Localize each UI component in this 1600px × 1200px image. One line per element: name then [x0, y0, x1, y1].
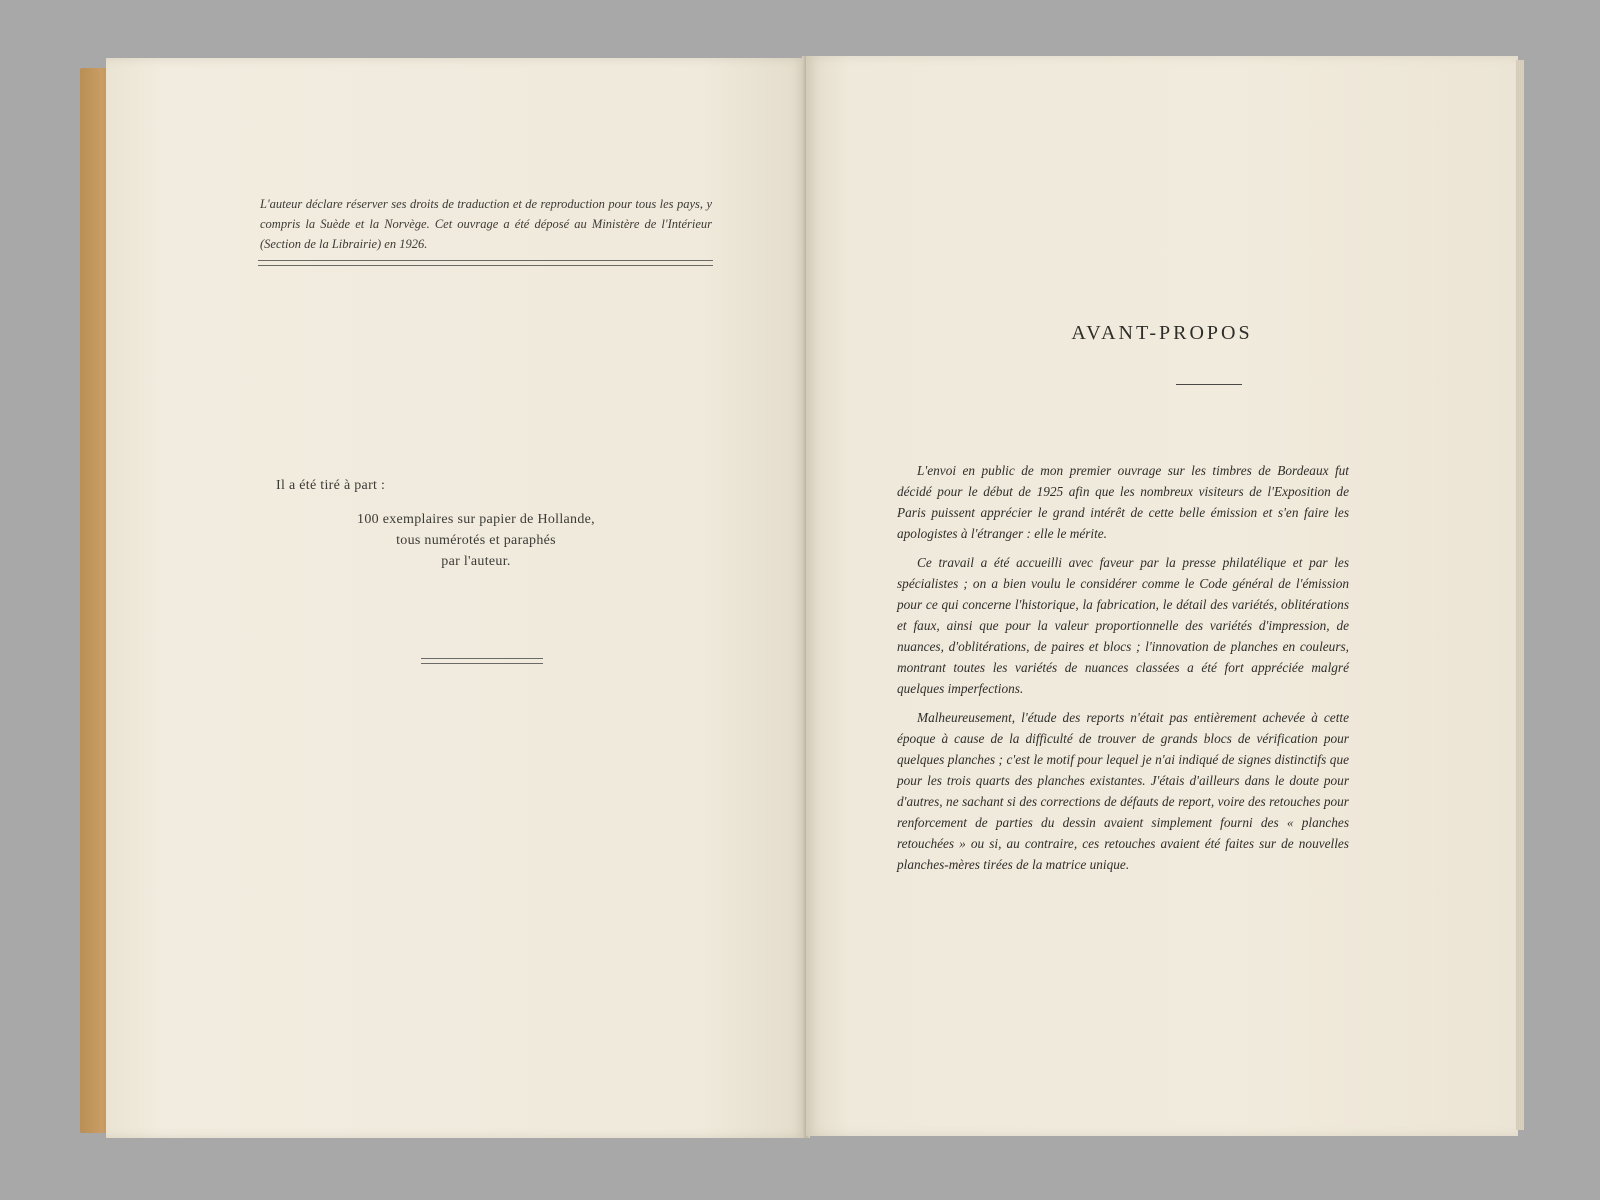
print-run-intro: Il a été tiré à part :	[276, 478, 386, 493]
foreword-paragraph-3: Malheureusement, l'étude des reports n'était pas entièrement achevée à cette époque à cause de la difficulté de trouver de grands blocs de vérification pour quelques planches ; c'est le motif pour lequel je n'ai indiqué de signes distinctifs que pour les trois quarts des planches existantes. J'étais d'ailleurs dans le doute pour d'autres, ne sachant si des corrections de défauts de report, voire des retouches pour renforcement de parties du dessin avaient simplement fourni des « planches retouchées » ou si, au contraire, ces retouches avaient été faites sur de nouvelles planches-mères tirées de la matrice unique.	[897, 710, 1349, 872]
print-run-line-3: par l'auteur.	[441, 554, 511, 569]
right-page	[806, 56, 1518, 1136]
notice-double-rule	[258, 260, 713, 266]
foreword-paragraph-1: L'envoi en public de mon premier ouvrage sur les timbres de Bordeaux fut décidé pour le début de 1925 afin que les nombreux visiteurs de l'Exposition de Paris puissent apprécier le grand intérêt de cette belle émission et s'en faire les apologistes à l'étranger : elle le mérite.	[897, 463, 1349, 541]
print-run-detail	[311, 509, 641, 572]
page-edges	[1516, 60, 1524, 1130]
foreword-paragraph-2: Ce travail a été accueilli avec faveur par la presse philatélique et par les spécialistes ; on a bien voulu le considérer comme le Code général de l'émission pour ce qui concerne l'historique, la fabrication, le détail des variétés, oblitérations et faux, ainsi que pour la valeur proportionnelle des variétés d'impression, de nuances, d'oblitérations, de paires et blocs ; l'innovation de planches en couleurs, montrant toutes les variétés de nuances classées a été fort appréciée malgré quelques imperfections.	[897, 555, 1349, 696]
page-title: AVANT-PROPOS	[1071, 322, 1253, 344]
print-run-double-rule	[421, 658, 543, 664]
foreword-text	[897, 460, 1349, 883]
title-underline-rule	[1176, 384, 1242, 385]
print-run-line-1: 100 exemplaires sur papier de Hollande,	[357, 512, 595, 527]
open-book	[80, 50, 1530, 1140]
print-run-line-2: tous numérotés et paraphés	[396, 533, 556, 548]
left-page	[106, 58, 806, 1138]
copyright-notice: L'auteur déclare réserver ses droits de traduction et de reproduction pour tous les pays, y compris la Suède et la Norvège. Cet ouvrage a été déposé au Ministère de l'Intérieur (Section de la Librairie) en 1926.	[260, 197, 712, 251]
